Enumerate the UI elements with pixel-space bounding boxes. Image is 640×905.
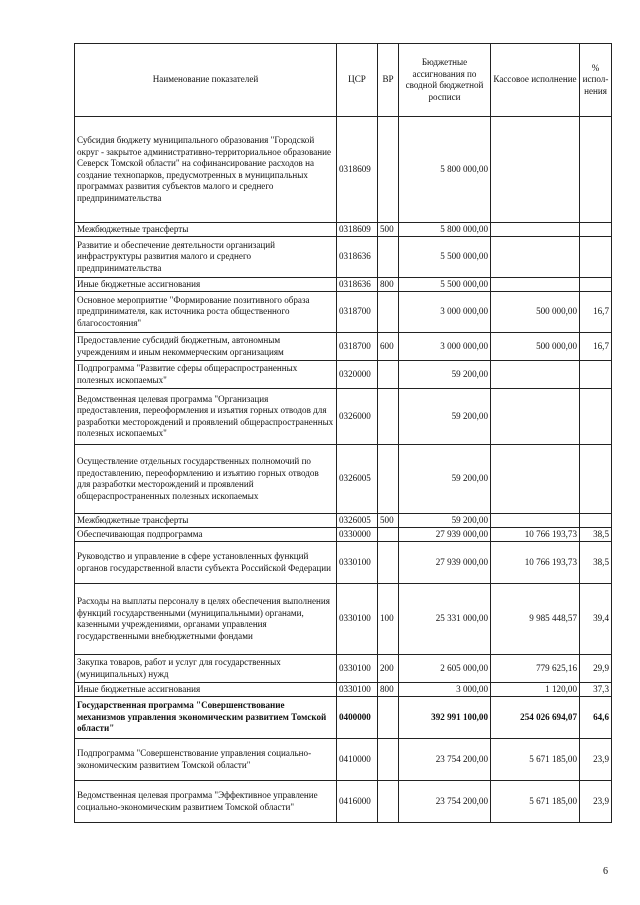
page-number: 6: [603, 866, 608, 877]
cell-assigned: 25 331 000,00: [399, 584, 491, 655]
cell-percent: [580, 117, 612, 223]
cell-name: Обеспечивающая подпрограмма: [75, 528, 337, 542]
cell-csr: 0330100: [337, 655, 378, 683]
cell-csr: 0330100: [337, 584, 378, 655]
table-row: [75, 333, 612, 361]
cell-percent: 29,9: [580, 655, 612, 683]
cell-vr: 500: [378, 514, 399, 528]
cell-executed: 9 985 448,57: [491, 584, 580, 655]
cell-csr: 0318636: [337, 237, 378, 278]
cell-assigned: 27 939 000,00: [399, 528, 491, 542]
cell-percent: 64,6: [580, 697, 612, 739]
cell-assigned: 59 200,00: [399, 361, 491, 389]
table-row: [75, 655, 612, 683]
cell-name: Предоставление субсидий бюджетным, автономным учреждениям и иным некоммерческим организациям: [75, 333, 337, 361]
cell-vr: [378, 389, 399, 445]
cell-vr: 600: [378, 333, 399, 361]
cell-name: Ведомственная целевая программа "Организация предоставления, переоформления и изъятия горных отводов для разработки месторождений и проявлений общераспространенных полезных ископаемых": [75, 389, 337, 445]
cell-percent: 23,9: [580, 739, 612, 781]
header-assigned: Бюджетные ассигнования по сводной бюджетной росписи: [399, 44, 491, 117]
cell-vr: [378, 781, 399, 823]
table-row: [75, 389, 612, 445]
cell-executed: [491, 223, 580, 237]
cell-csr: 0400000: [337, 697, 378, 739]
cell-vr: 200: [378, 655, 399, 683]
cell-executed: 5 671 185,00: [491, 781, 580, 823]
cell-name: Иные бюджетные ассигнования: [75, 683, 337, 697]
cell-name: Государственная программа "Совершенствование механизмов управления экономическим развитием Томской области": [75, 697, 337, 739]
cell-assigned: 5 500 000,00: [399, 237, 491, 278]
cell-vr: [378, 445, 399, 514]
cell-percent: 37,3: [580, 683, 612, 697]
cell-executed: [491, 237, 580, 278]
table-row: [75, 445, 612, 514]
cell-executed: 500 000,00: [491, 333, 580, 361]
cell-vr: 500: [378, 223, 399, 237]
table-row: [75, 223, 612, 237]
cell-assigned: 27 939 000,00: [399, 542, 491, 584]
cell-executed: [491, 361, 580, 389]
table-row: [75, 683, 612, 697]
header-percent: % испол-нения: [580, 44, 612, 117]
cell-csr: 0410000: [337, 739, 378, 781]
cell-percent: [580, 389, 612, 445]
cell-percent: 16,7: [580, 292, 612, 333]
cell-percent: [580, 278, 612, 292]
cell-csr: 0318636: [337, 278, 378, 292]
cell-assigned: 392 991 100,00: [399, 697, 491, 739]
table-row: [75, 117, 612, 223]
cell-csr: 0416000: [337, 781, 378, 823]
cell-vr: [378, 528, 399, 542]
cell-assigned: 5 500 000,00: [399, 278, 491, 292]
cell-vr: 800: [378, 683, 399, 697]
cell-executed: [491, 278, 580, 292]
header-csr: ЦСР: [337, 44, 378, 117]
budget-execution-table: [74, 43, 612, 823]
cell-assigned: 3 000 000,00: [399, 333, 491, 361]
table-row: [75, 781, 612, 823]
cell-percent: 39,4: [580, 584, 612, 655]
cell-name: Ведомственная целевая программа "Эффективное управление социально-экономическим развитием Томской области": [75, 781, 337, 823]
cell-assigned: 3 000,00: [399, 683, 491, 697]
cell-assigned: 59 200,00: [399, 514, 491, 528]
cell-name: Межбюджетные трансферты: [75, 223, 337, 237]
header-name: Наименование показателей: [75, 44, 337, 117]
header-vr: ВР: [378, 44, 399, 117]
cell-csr: 0330000: [337, 528, 378, 542]
cell-assigned: 5 800 000,00: [399, 117, 491, 223]
cell-executed: [491, 389, 580, 445]
table-row: [75, 292, 612, 333]
cell-csr: 0318609: [337, 117, 378, 223]
table-row: [75, 514, 612, 528]
cell-assigned: 59 200,00: [399, 389, 491, 445]
cell-executed: 10 766 193,73: [491, 542, 580, 584]
table-row: [75, 584, 612, 655]
cell-name: Субсидия бюджету муниципального образования "Городской округ - закрытое административно-территориальное образование Северск Томской области" на софинансирование расходов на создание технопарков, предусмотренных в муниципальных программах развития субъектов малого и среднего предпринимательства: [75, 117, 337, 223]
cell-csr: 0326005: [337, 445, 378, 514]
cell-name: Подпрограмма "Совершенствование управления социально-экономическим развитием Томской области": [75, 739, 337, 781]
cell-assigned: 2 605 000,00: [399, 655, 491, 683]
header-executed: Кассовое исполнение: [491, 44, 580, 117]
table-row: [75, 542, 612, 584]
cell-name: Руководство и управление в сфере установленных функций органов государственной власти субъекта Российской Федерации: [75, 542, 337, 584]
cell-name: Расходы на выплаты персоналу в целях обеспечения выполнения функций государственными (муниципальными) органами, казенными учреждениями, органами управления государственными внебюджетными фондами: [75, 584, 337, 655]
cell-assigned: 23 754 200,00: [399, 781, 491, 823]
cell-vr: [378, 697, 399, 739]
cell-executed: 254 026 694,07: [491, 697, 580, 739]
cell-csr: 0320000: [337, 361, 378, 389]
cell-csr: 0326005: [337, 514, 378, 528]
cell-percent: 16,7: [580, 333, 612, 361]
table-body: [75, 117, 612, 823]
cell-csr: 0330100: [337, 683, 378, 697]
cell-executed: [491, 117, 580, 223]
cell-vr: [378, 361, 399, 389]
cell-percent: [580, 445, 612, 514]
cell-percent: 23,9: [580, 781, 612, 823]
cell-executed: [491, 514, 580, 528]
cell-percent: [580, 514, 612, 528]
cell-name: Подпрограмма "Развитие сферы общераспространенных полезных ископаемых": [75, 361, 337, 389]
cell-name: Закупка товаров, работ и услуг для государственных (муниципальных) нужд: [75, 655, 337, 683]
cell-vr: [378, 237, 399, 278]
cell-executed: [491, 445, 580, 514]
cell-name: Межбюджетные трансферты: [75, 514, 337, 528]
cell-assigned: 23 754 200,00: [399, 739, 491, 781]
cell-name: Осуществление отдельных государственных полномочий по предоставлению, переоформлению и изъятию горных отводов для разработки месторождений и проявлений общераспространенных полезных ископаемых: [75, 445, 337, 514]
cell-vr: [378, 117, 399, 223]
cell-vr: [378, 739, 399, 781]
cell-percent: [580, 237, 612, 278]
cell-name: Основное мероприятие "Формирование позитивного образа предпринимателя, как источника роста общественного благосостояния": [75, 292, 337, 333]
cell-csr: 0326000: [337, 389, 378, 445]
cell-csr: 0330100: [337, 542, 378, 584]
cell-vr: [378, 542, 399, 584]
table-row: [75, 361, 612, 389]
cell-percent: [580, 223, 612, 237]
cell-executed: 5 671 185,00: [491, 739, 580, 781]
cell-vr: [378, 292, 399, 333]
cell-vr: 100: [378, 584, 399, 655]
cell-vr: 800: [378, 278, 399, 292]
cell-name: Развитие и обеспечение деятельности организаций инфраструктуры развития малого и среднего предпринимательства: [75, 237, 337, 278]
cell-csr: 0318700: [337, 333, 378, 361]
table-row: [75, 237, 612, 278]
cell-csr: 0318700: [337, 292, 378, 333]
cell-percent: 38,5: [580, 542, 612, 584]
cell-executed: 500 000,00: [491, 292, 580, 333]
table-row: [75, 697, 612, 739]
cell-name: Иные бюджетные ассигнования: [75, 278, 337, 292]
table-row: [75, 739, 612, 781]
cell-percent: [580, 361, 612, 389]
cell-csr: 0318609: [337, 223, 378, 237]
cell-assigned: 3 000 000,00: [399, 292, 491, 333]
table-row: [75, 528, 612, 542]
table-header-row: [75, 44, 612, 117]
cell-executed: 10 766 193,73: [491, 528, 580, 542]
cell-executed: 779 625,16: [491, 655, 580, 683]
cell-executed: 1 120,00: [491, 683, 580, 697]
cell-assigned: 59 200,00: [399, 445, 491, 514]
cell-percent: 38,5: [580, 528, 612, 542]
table-row: [75, 278, 612, 292]
cell-assigned: 5 800 000,00: [399, 223, 491, 237]
